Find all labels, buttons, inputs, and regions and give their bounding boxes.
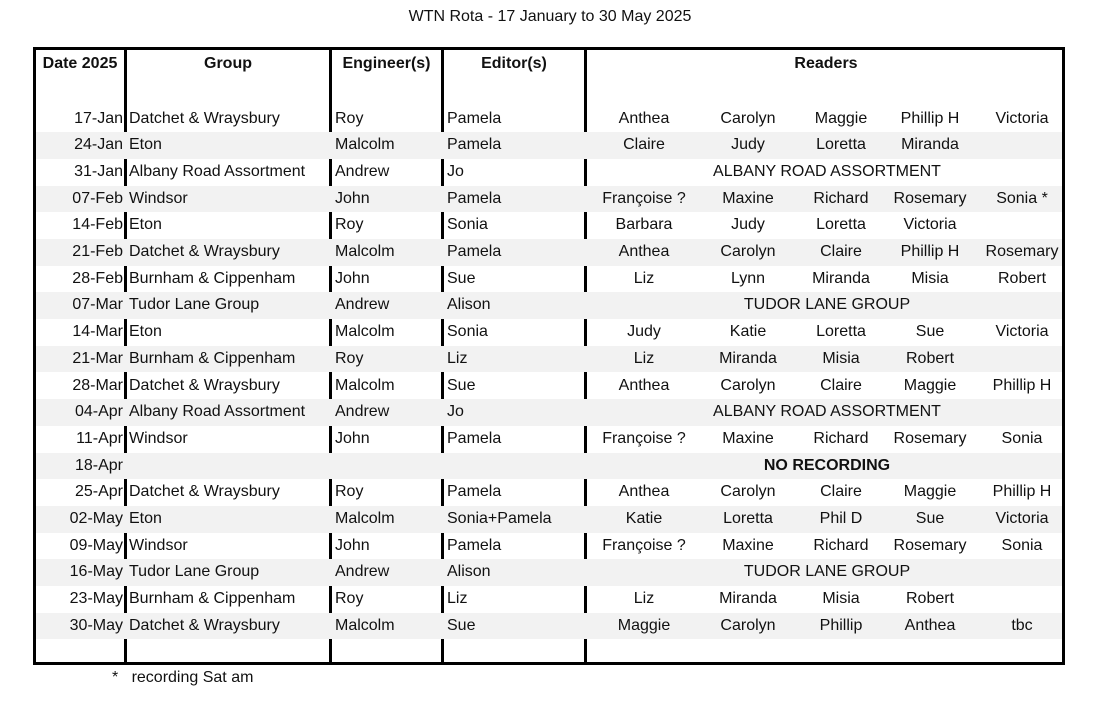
table-row <box>36 106 1062 133</box>
date-cell: 07-Mar <box>72 296 123 314</box>
group-cell: Albany Road Assortment <box>129 162 306 180</box>
editor-cell: Sue <box>447 376 476 394</box>
editor-cell: Sonia <box>447 216 488 234</box>
header-readers: Readers <box>794 55 858 72</box>
group-cell <box>129 453 329 480</box>
editor-cell: Pamela <box>447 429 502 447</box>
reader-cell: Victoria <box>995 510 1049 527</box>
reader-cell: Miranda <box>719 349 777 367</box>
engineer-cell: Roy <box>335 109 364 127</box>
engineer-cell: Malcolm <box>335 243 395 260</box>
reader-cell: Loretta <box>816 216 866 234</box>
editor-cell: Pamela <box>447 483 502 501</box>
reader-cell: Liz <box>633 349 655 367</box>
reader-cell: Loretta <box>816 323 866 341</box>
reader-cell: Carolyn <box>720 109 776 127</box>
engineer-cell: John <box>335 536 370 554</box>
editor-cell: Pamela <box>447 243 502 260</box>
table-row <box>36 239 1062 266</box>
engineer-cell <box>335 640 441 667</box>
engineer-cell: John <box>335 429 370 447</box>
reader-cell: Robert <box>905 349 955 367</box>
editor-cell: Liz <box>447 590 468 608</box>
footnote <box>112 669 253 687</box>
editor-cell: Jo <box>447 403 464 421</box>
reader-cell: Sue <box>915 323 945 341</box>
reader-cell: Robert <box>997 269 1047 287</box>
engineer-cell: Roy <box>335 590 364 608</box>
reader-cell: Barbara <box>615 216 673 234</box>
reader-cell: Phillip H <box>992 376 1052 394</box>
reader-cell: Carolyn <box>720 616 776 634</box>
reader-cell: Robert <box>905 590 955 608</box>
readers-note: NO RECORDING <box>763 456 891 474</box>
reader-cell: Judy <box>731 216 765 234</box>
editor-cell: Jo <box>447 162 464 180</box>
reader-cell <box>702 640 794 667</box>
engineer-cell: Malcolm <box>335 136 395 154</box>
reader-cell: Loretta <box>816 136 866 154</box>
header-date: Date 2025 <box>42 55 118 72</box>
reader-cell: Maxine <box>722 536 774 554</box>
readers-note: ALBANY ROAD ASSORTMENT <box>713 162 941 180</box>
footnote-mark: * <box>112 669 119 686</box>
engineer-cell: John <box>335 189 370 207</box>
reader-cell: Maxine <box>722 189 774 207</box>
reader-cell: Anthea <box>618 243 670 260</box>
editor-cell: Liz <box>447 349 468 367</box>
engineer-cell: Andrew <box>335 162 390 180</box>
group-cell: Datchet & Wraysbury <box>129 109 280 127</box>
reader-cell: Phillip <box>819 616 863 634</box>
engineer-cell: John <box>335 269 370 287</box>
reader-cell: Liz <box>633 269 655 287</box>
group-cell: Burnham & Cippenham <box>129 269 296 287</box>
date-cell: 14-Feb <box>72 216 123 234</box>
group-cell: Burnham & Cippenham <box>129 349 296 367</box>
group-cell: Eton <box>129 216 162 234</box>
editor-cell: Pamela <box>447 109 502 127</box>
reader-cell: Françoise ? <box>602 189 686 207</box>
engineer-cell: Andrew <box>335 403 390 421</box>
reader-cell: Loretta <box>723 510 773 527</box>
rota-table <box>33 47 1065 665</box>
editor-cell: Pamela <box>447 189 502 207</box>
table-row <box>36 640 1062 667</box>
reader-cell: Richard <box>813 536 869 554</box>
group-cell: Datchet & Wraysbury <box>129 243 280 260</box>
table-row <box>36 266 1062 293</box>
reader-cell <box>976 640 1068 667</box>
reader-cell: tbc <box>1011 616 1033 634</box>
reader-cell: Anthea <box>618 109 670 127</box>
reader-cell <box>976 346 1068 373</box>
table-row <box>36 399 1062 426</box>
reader-cell: Miranda <box>812 269 870 287</box>
reader-cell <box>795 640 887 667</box>
reader-cell: Maggie <box>903 483 957 501</box>
editor-cell: Pamela <box>447 136 502 154</box>
page-title: WTN Rota - 17 January to 30 May 2025 <box>408 8 692 25</box>
engineer-cell: Malcolm <box>335 510 395 527</box>
table-row <box>36 159 1062 186</box>
editor-cell: Sonia+Pamela <box>447 510 552 527</box>
header-group: Group <box>204 55 252 72</box>
reader-cell: Carolyn <box>720 376 776 394</box>
reader-cell: Judy <box>731 136 765 154</box>
reader-cell: Maggie <box>814 109 868 127</box>
date-cell: 31-Jan <box>74 162 123 180</box>
reader-cell: Richard <box>813 189 869 207</box>
readers-note: TUDOR LANE GROUP <box>743 296 911 314</box>
reader-cell: Victoria <box>995 109 1049 127</box>
header-editor: Editor(s) <box>481 55 547 72</box>
reader-cell: Carolyn <box>720 483 776 501</box>
editor-cell: Sue <box>447 616 476 634</box>
date-cell: 09-May <box>69 536 123 554</box>
table-row <box>36 586 1062 613</box>
readers-note: TUDOR LANE GROUP <box>743 563 911 581</box>
reader-cell: Victoria <box>995 323 1049 341</box>
reader-cell: Lynn <box>730 269 766 287</box>
table-row <box>36 292 1062 319</box>
reader-cell: Victoria <box>903 216 957 234</box>
engineer-cell: Roy <box>335 349 364 367</box>
date-cell: 04-Apr <box>74 403 123 421</box>
group-cell: Windsor <box>129 536 188 554</box>
reader-cell <box>598 640 690 667</box>
editor-cell: Pamela <box>447 536 502 554</box>
reader-cell: Sonia <box>1001 536 1043 554</box>
reader-cell: Claire <box>820 483 862 501</box>
reader-cell: Katie <box>729 323 767 341</box>
reader-cell: Phillip H <box>992 483 1052 501</box>
date-cell: 02-May <box>69 510 123 527</box>
reader-cell: Richard <box>813 429 869 447</box>
reader-cell <box>976 212 1068 239</box>
editor-cell <box>447 453 585 480</box>
table-row <box>36 346 1062 373</box>
reader-cell: Phillip H <box>900 109 960 127</box>
reader-cell: Misia <box>911 269 949 287</box>
reader-cell <box>976 586 1068 613</box>
group-cell: Tudor Lane Group <box>129 563 260 581</box>
footnote-text: recording Sat am <box>131 669 254 686</box>
table-row <box>36 373 1062 400</box>
date-cell <box>36 640 123 667</box>
editor-cell: Alison <box>447 296 491 314</box>
reader-cell: Miranda <box>719 590 777 608</box>
group-cell: Tudor Lane Group <box>129 296 260 314</box>
engineer-cell: Malcolm <box>335 376 395 394</box>
engineer-cell: Roy <box>335 483 364 501</box>
engineer-cell <box>335 453 441 480</box>
reader-cell: Sue <box>915 510 945 527</box>
group-cell: Eton <box>129 510 162 527</box>
group-cell: Albany Road Assortment <box>129 403 306 421</box>
reader-cell: Maggie <box>903 376 957 394</box>
table-row <box>36 212 1062 239</box>
reader-cell: Phil D <box>819 510 863 527</box>
engineer-cell: Malcolm <box>335 616 395 634</box>
reader-cell: Anthea <box>618 483 670 501</box>
group-cell <box>129 640 329 667</box>
reader-cell: Rosemary <box>893 429 967 447</box>
engineer-cell: Andrew <box>335 296 390 314</box>
reader-cell: Misia <box>822 590 860 608</box>
date-cell: 17-Jan <box>74 109 123 127</box>
group-cell: Eton <box>129 136 162 154</box>
reader-cell: Rosemary <box>893 189 967 207</box>
reader-cell: Anthea <box>904 616 956 634</box>
group-cell: Datchet & Wraysbury <box>129 483 280 501</box>
date-cell: 23-May <box>69 590 123 608</box>
reader-cell: Maxine <box>722 429 774 447</box>
table-row <box>36 559 1062 586</box>
reader-cell <box>976 132 1068 159</box>
reader-cell: Carolyn <box>720 243 776 260</box>
editor-cell: Sue <box>447 269 476 287</box>
date-cell: 25-Apr <box>74 483 123 501</box>
header-engineer: Engineer(s) <box>342 55 431 72</box>
table-row <box>36 533 1062 560</box>
editor-cell: Alison <box>447 563 491 581</box>
table-row <box>36 186 1062 213</box>
group-cell: Datchet & Wraysbury <box>129 376 280 394</box>
date-cell: 18-Apr <box>74 456 123 474</box>
reader-cell: Françoise ? <box>602 536 686 554</box>
date-cell: 16-May <box>69 563 123 581</box>
editor-cell <box>447 640 585 667</box>
reader-cell: Rosemary <box>985 243 1059 260</box>
group-cell: Windsor <box>129 189 188 207</box>
engineer-cell: Andrew <box>335 563 390 581</box>
date-cell: 24-Jan <box>74 136 123 154</box>
reader-cell: Maggie <box>617 616 671 634</box>
reader-cell: Liz <box>633 590 655 608</box>
reader-cell: Claire <box>820 376 862 394</box>
table-row <box>36 613 1062 640</box>
date-cell: 07-Feb <box>72 189 123 207</box>
table-row <box>36 453 1062 480</box>
reader-cell: Sonia <box>1001 429 1043 447</box>
group-cell: Burnham & Cippenham <box>129 590 296 608</box>
reader-cell: Misia <box>822 349 860 367</box>
table-row <box>36 426 1062 453</box>
date-cell: 14-Mar <box>72 323 123 341</box>
reader-cell: Katie <box>625 510 663 527</box>
table-row <box>36 506 1062 533</box>
reader-cell: Anthea <box>618 376 670 394</box>
date-cell: 21-Mar <box>72 349 123 367</box>
date-cell: 28-Mar <box>72 376 123 394</box>
engineer-cell: Roy <box>335 216 364 234</box>
group-cell: Eton <box>129 323 162 341</box>
group-cell: Datchet & Wraysbury <box>129 616 280 634</box>
table-row <box>36 479 1062 506</box>
date-cell: 11-Apr <box>76 429 123 447</box>
editor-cell: Sonia <box>447 323 488 341</box>
reader-cell <box>884 640 976 667</box>
readers-note: ALBANY ROAD ASSORTMENT <box>713 403 941 421</box>
reader-cell: Sonia * <box>996 189 1048 207</box>
reader-cell: Judy <box>627 323 661 341</box>
reader-cell: Rosemary <box>893 536 967 554</box>
date-cell: 28-Feb <box>72 269 123 287</box>
reader-cell: Phillip H <box>900 243 960 260</box>
date-cell: 21-Feb <box>72 243 123 260</box>
reader-cell: Claire <box>820 243 862 260</box>
group-cell: Windsor <box>129 429 188 447</box>
engineer-cell: Malcolm <box>335 323 395 341</box>
reader-cell: Françoise ? <box>602 429 686 447</box>
table-row <box>36 319 1062 346</box>
date-cell: 30-May <box>69 616 123 634</box>
reader-cell: Miranda <box>901 136 959 154</box>
table-row <box>36 132 1062 159</box>
reader-cell: Claire <box>623 136 665 154</box>
